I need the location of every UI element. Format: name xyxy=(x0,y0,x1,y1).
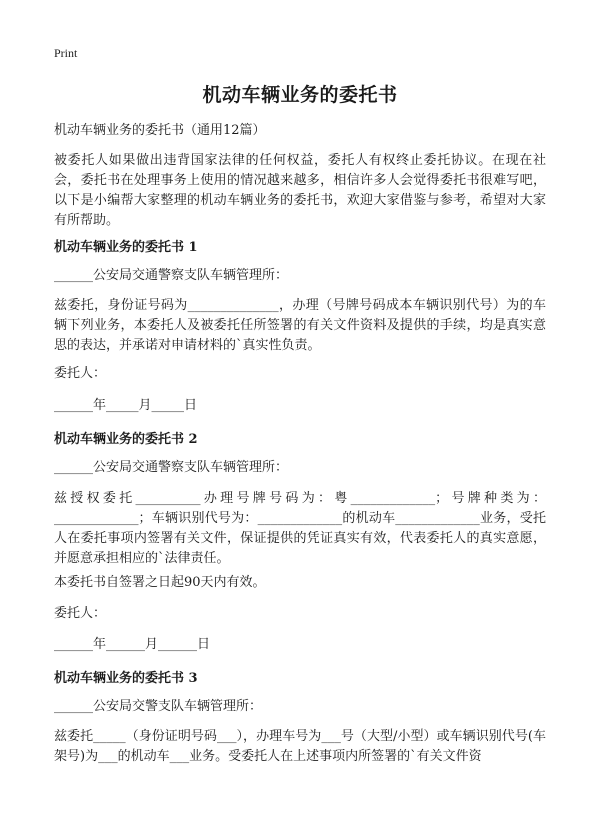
section-1-addressee: ______公安局交通警察支队车辆管理所： xyxy=(54,268,289,283)
section-1-body: 兹委托，身份证号码为______________，办理（号牌号码成本车辆识别代号）为的车辆下列业务，本委托人及被委托任所签署的有关文件资料及提供的手续，均是真实意思的表达，并承诺对申请材料的`真实性负责。 xyxy=(54,298,546,353)
section-2-signer: 委托人： xyxy=(54,606,107,621)
section-2-date: ______年______月______日 xyxy=(54,637,211,652)
document-title: 机动车辆业务的委托书 xyxy=(202,84,398,106)
section-3-addressee: ______公安局交警支队车辆管理所： xyxy=(54,699,263,714)
section-2-validity: 本委托书自签署之日起90天内有效。 xyxy=(54,575,266,590)
section-1-heading: 机动车辆业务的委托书 1 xyxy=(54,240,198,255)
section-2-body: 兹授权委托__________办理号牌号码为：粤_____________；号牌种类为：_____________；车辆识别代号为：_____________的机动车_____________业务，受托人在委托事项内签署有关文件，保证提供的凭证真实有效，代表委托人的真实意愿，并愿意承担相应的`法律责任。 xyxy=(54,491,546,566)
document-subtitle: 机动车辆业务的委托书（通用12篇） xyxy=(54,123,266,138)
intro-paragraph: 被委托人如果做出违背国家法律的任何权益，委托人有权终止委托协议。在现在社会，委托书在处理事务上使用的情况越来越多，相信许多人会觉得委托书很难写吧，以下是小编帮大家整理的机动车辆业务的委托书，欢迎大家借鉴与参考，希望对大家有所帮助。 xyxy=(54,153,546,228)
section-3-body: 兹委托_____（身份证明号码___），办理车号为___号（大型/小型）或车辆识别代号(车架号)为___的机动车___业务。受委托人在上述事项内所签署的`有关文件资 xyxy=(54,729,546,764)
section-1-signer: 委托人： xyxy=(54,366,107,381)
section-2-addressee: ______公安局交通警察支队车辆管理所： xyxy=(54,460,289,475)
section-2-heading: 机动车辆业务的委托书 2 xyxy=(54,432,198,447)
section-1-date: ______年_____月_____日 xyxy=(54,398,198,413)
print-link[interactable]: Print xyxy=(54,46,78,60)
section-3-heading: 机动车辆业务的委托书 3 xyxy=(54,671,198,686)
